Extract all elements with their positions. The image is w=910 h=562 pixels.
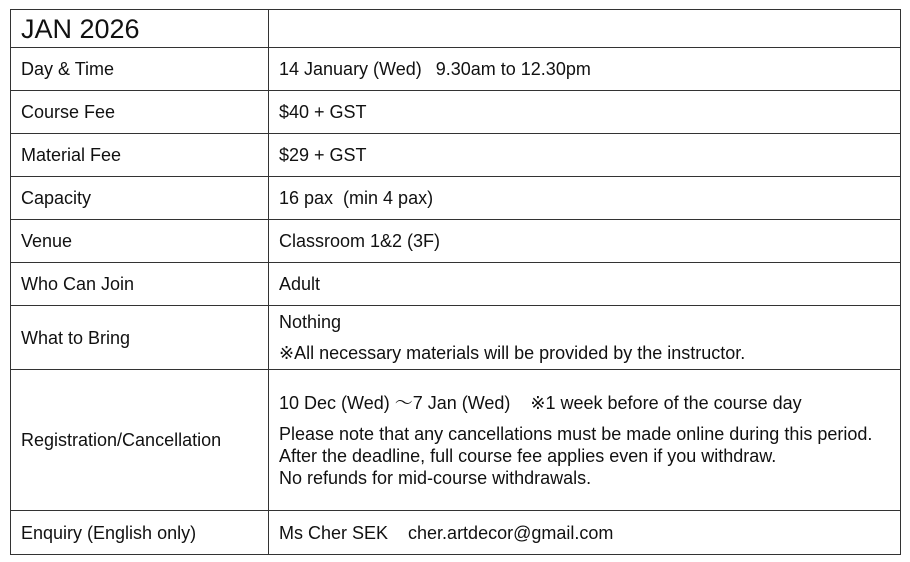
table-row <box>11 10 901 48</box>
table-row <box>11 134 901 177</box>
day-time-label: Day & Time <box>11 48 269 91</box>
enquiry-email: cher.artdecor@gmail.com <box>408 522 614 543</box>
who-can-join-value: Adult <box>269 263 901 306</box>
venue-label: Venue <box>11 220 269 263</box>
registration-period-note: ※1 week before of the course day <box>530 392 802 413</box>
day-time-value <box>269 48 901 91</box>
table-row <box>11 91 901 134</box>
enquiry-value <box>269 511 901 555</box>
registration-label: Registration/Cancellation <box>11 370 269 511</box>
table-row <box>11 220 901 263</box>
course-fee-label: Course Fee <box>11 91 269 134</box>
venue-value: Classroom 1&2 (3F) <box>269 220 901 263</box>
material-fee-label: Material Fee <box>11 134 269 177</box>
registration-period-line <box>279 392 890 414</box>
what-to-bring-label: What to Bring <box>11 306 269 370</box>
month-title: JAN 2026 <box>11 10 269 48</box>
deadline-note: After the deadline, full course fee applies even if you withdraw. <box>279 445 777 466</box>
month-title-value <box>269 10 901 48</box>
table-row <box>11 177 901 220</box>
enquiry-label: Enquiry (English only) <box>11 511 269 555</box>
table-row <box>11 511 901 555</box>
what-to-bring-line: Nothing <box>279 312 342 332</box>
registration-value <box>269 370 901 511</box>
material-fee-value: $29 + GST <box>269 134 901 177</box>
table-row <box>11 306 901 370</box>
cancellation-note: Please note that any cancellations must be made online during this period. <box>279 423 873 444</box>
table-row <box>11 263 901 306</box>
who-can-join-label: Who Can Join <box>11 263 269 306</box>
course-fee-value: $40 + GST <box>269 91 901 134</box>
course-date: 14 January (Wed) <box>279 59 422 79</box>
what-to-bring-note: ※All necessary materials will be provided by the instructor. <box>279 343 746 363</box>
refund-note: No refunds for mid-course withdrawals. <box>279 467 592 488</box>
table-row <box>11 370 901 511</box>
capacity-value: 16 pax (min 4 pax) <box>269 177 901 220</box>
enquiry-contact-name: Ms Cher SEK <box>279 522 389 543</box>
course-info-table <box>10 9 901 555</box>
registration-period: 10 Dec (Wed) ～7 Jan (Wed) <box>279 392 511 413</box>
what-to-bring-value <box>269 306 901 370</box>
table-row <box>11 48 901 91</box>
course-time: 9.30am to 12.30pm <box>435 59 591 79</box>
capacity-label: Capacity <box>11 177 269 220</box>
